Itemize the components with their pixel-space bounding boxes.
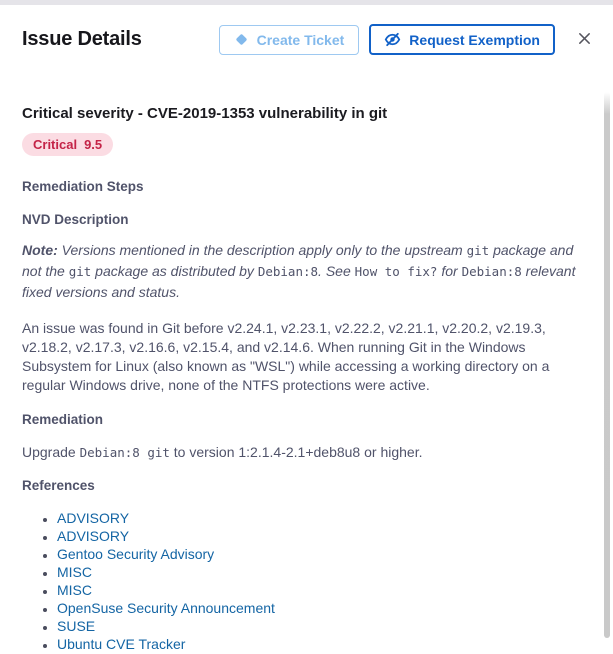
request-exemption-label: Request Exemption (409, 31, 540, 48)
reference-link[interactable]: ADVISORY (57, 510, 130, 526)
references-heading: References (22, 478, 95, 493)
severity-score: 9.5 (84, 137, 103, 152)
reference-item (57, 509, 591, 527)
issue-details-header (0, 5, 613, 55)
close-icon (577, 31, 592, 49)
reference-link[interactable]: SUSE (57, 618, 96, 634)
reference-item (57, 581, 591, 599)
remediation-steps-heading: Remediation Steps (22, 179, 144, 194)
issue-title: Critical severity - CVE-2019-1353 vulnerability in git (22, 105, 388, 122)
reference-item (57, 599, 591, 617)
text-segment: git (68, 264, 92, 279)
nvd-description-heading: NVD Description (22, 212, 129, 227)
reference-link[interactable]: MISC (57, 564, 92, 580)
issue-details-body (0, 105, 613, 653)
text-segment: Debian:8 (257, 264, 319, 279)
severity-label: Critical (33, 137, 78, 152)
text-segment: relevant fixed versions and status. (22, 263, 576, 300)
reference-item (57, 527, 591, 545)
text-segment: for (437, 263, 462, 279)
text-segment: Debian:8 git (79, 445, 170, 460)
text-segment: Upgrade (22, 444, 80, 460)
eye-off-icon (384, 31, 401, 48)
close-button[interactable] (569, 25, 599, 55)
reference-item (57, 545, 591, 563)
nvd-description-paragraph: An issue was found in Git before v2.24.1, v2.23.1, v2.22.2, v2.21.1, v2.20.2, v2.19.3, v2.18.2, v2.17.3, v2.16.6, v2.15.4, and v2.14.6. When running Git in the Windows Subsystem for Linux (also known as "WSL") while accessing a working directory on a regular Windows drive, none of the NTFS protections were active. (22, 320, 550, 393)
text-segment: . See (318, 263, 355, 279)
create-ticket-label: Create Ticket (256, 31, 345, 48)
text-segment: Debian:8 (461, 264, 522, 279)
create-ticket-button[interactable] (219, 25, 360, 55)
diamond-ticket-icon (234, 32, 249, 47)
reference-link[interactable]: ADVISORY (57, 528, 130, 544)
text-segment: git (466, 243, 490, 258)
reference-link[interactable]: OpenSuse Security Announcement (57, 600, 275, 616)
reference-link[interactable]: Gentoo Security Advisory (57, 546, 215, 562)
references-list (22, 509, 591, 653)
header-actions (219, 24, 599, 55)
vertical-scrollbar[interactable] (604, 92, 610, 638)
reference-item (57, 563, 591, 581)
request-exemption-button[interactable] (369, 24, 555, 55)
severity-badge (22, 133, 113, 156)
text-segment: package and not the (22, 242, 574, 279)
page-title: Issue Details (22, 28, 142, 50)
nvd-note-paragraph (22, 240, 591, 303)
text-segment: package as distributed by (91, 263, 258, 279)
text-segment: Versions mentioned in the description apply only to the upstream (57, 242, 467, 258)
remediation-paragraph (22, 443, 591, 462)
reference-link[interactable]: Ubuntu CVE Tracker (57, 636, 186, 652)
text-segment: How to fix? (354, 264, 438, 279)
reference-item (57, 617, 591, 635)
text-segment: Note: (22, 242, 58, 258)
remediation-heading: Remediation (22, 412, 104, 427)
text-segment: to version 1:2.1.4-2.1+deb8u8 or higher. (169, 444, 423, 460)
reference-link[interactable]: MISC (57, 582, 92, 598)
